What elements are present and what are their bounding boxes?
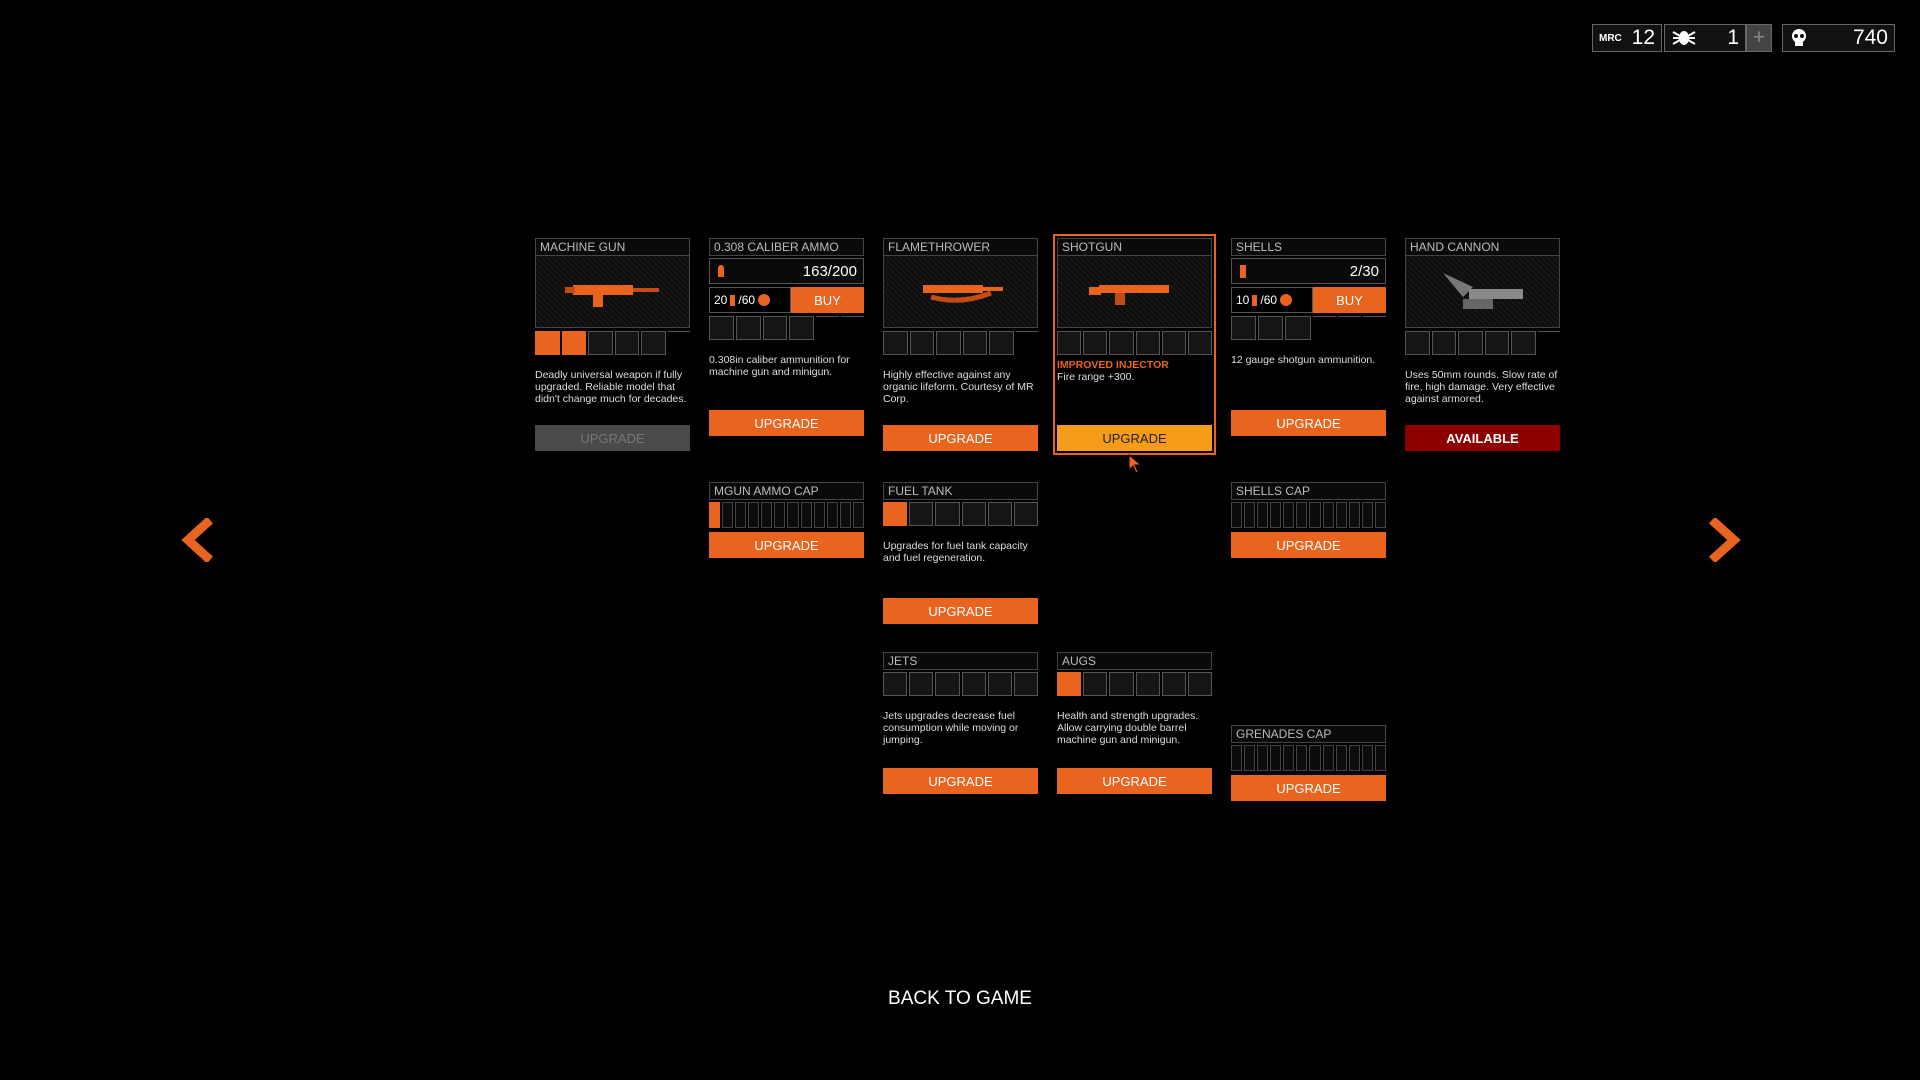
buy-quantity: 10 bbox=[1236, 293, 1250, 307]
capacity-cell bbox=[1270, 502, 1281, 528]
available-button[interactable]: AVAILABLE bbox=[1405, 425, 1560, 451]
capacity-cell bbox=[722, 502, 733, 528]
upgrade-effect: Fire range +300. bbox=[1057, 371, 1135, 383]
card-title: 0.308 CALIBER AMMO bbox=[709, 238, 864, 256]
ammo-count-row bbox=[709, 258, 864, 284]
capacity-cell bbox=[1270, 745, 1281, 771]
capacity-cell bbox=[1336, 745, 1347, 771]
empty-slot bbox=[1538, 331, 1561, 337]
machine-gun-icon bbox=[563, 275, 663, 309]
upgrade-slot[interactable] bbox=[641, 331, 666, 355]
upgrade-slot[interactable] bbox=[1162, 331, 1186, 355]
capacity-cell bbox=[1296, 502, 1307, 528]
upgrade-slot[interactable] bbox=[1432, 331, 1457, 355]
upgrade-slot[interactable] bbox=[1083, 331, 1107, 355]
upgrade-name: IMPROVED INJECTOR bbox=[1057, 359, 1169, 371]
shells-card bbox=[1231, 238, 1386, 436]
buy-price: /60 bbox=[738, 293, 756, 307]
card-description: Uses 50mm rounds. Slow rate of fire, high damage. Very effective against armored. bbox=[1405, 369, 1558, 405]
mgun-ammo-cap-card bbox=[709, 482, 864, 558]
upgrade-slots bbox=[1231, 316, 1386, 340]
upgrade-slot[interactable] bbox=[1188, 672, 1212, 696]
add-bug-button[interactable] bbox=[1746, 24, 1772, 52]
upgrade-slot[interactable] bbox=[615, 331, 640, 355]
upgrade-slot[interactable] bbox=[935, 672, 959, 696]
capacity-cell bbox=[1283, 745, 1294, 771]
upgrade-slot[interactable] bbox=[1188, 331, 1212, 355]
upgrade-slot[interactable] bbox=[883, 502, 907, 526]
upgrade-slot[interactable] bbox=[1014, 502, 1038, 526]
card-description: Highly effective against any organic lifeform. Courtesy of MR Corp. bbox=[883, 369, 1034, 405]
card-description: Upgrades for fuel tank capacity and fuel regeneration. bbox=[883, 540, 1028, 564]
upgrade-button[interactable]: UPGRADE bbox=[883, 768, 1038, 794]
capacity-cell bbox=[735, 502, 746, 528]
upgrade-slot[interactable] bbox=[1258, 316, 1283, 340]
capacity-cell bbox=[1349, 745, 1360, 771]
card-title: MACHINE GUN bbox=[535, 238, 690, 256]
buy-button[interactable]: BUY bbox=[791, 287, 864, 313]
buy-row bbox=[709, 287, 864, 313]
flamethrower-preview bbox=[883, 256, 1038, 328]
shotgun-icon bbox=[1085, 275, 1185, 309]
upgrade-button[interactable]: UPGRADE bbox=[709, 532, 864, 558]
upgrade-slot[interactable] bbox=[588, 331, 613, 355]
empty-slot bbox=[841, 316, 864, 322]
card-description: Health and strength upgrades. Allow carrying double barrel machine gun and minigun. bbox=[1057, 710, 1199, 746]
capacity-bar bbox=[1231, 745, 1386, 771]
capacity-cell bbox=[1309, 745, 1320, 771]
mrc-value: 12 bbox=[1631, 26, 1655, 49]
upgrade-button[interactable]: UPGRADE bbox=[883, 425, 1038, 451]
shells-cap-card bbox=[1231, 482, 1386, 558]
flamethrower-icon bbox=[911, 275, 1011, 309]
upgrade-button[interactable]: UPGRADE bbox=[709, 410, 864, 436]
capacity-cell bbox=[1231, 745, 1242, 771]
kills-value: 740 bbox=[1852, 26, 1888, 49]
capacity-cell bbox=[814, 502, 825, 528]
buy-row bbox=[1231, 287, 1386, 313]
hand-cannon-preview bbox=[1405, 256, 1560, 328]
upgrade-slot[interactable] bbox=[909, 502, 933, 526]
shotgun-card bbox=[1057, 238, 1212, 451]
upgrade-slot[interactable] bbox=[736, 316, 761, 340]
ammo-308-card bbox=[709, 238, 864, 436]
upgrade-slot[interactable] bbox=[1511, 331, 1536, 355]
capacity-cell bbox=[1296, 745, 1307, 771]
upgrade-slot[interactable] bbox=[789, 316, 814, 340]
capacity-cell bbox=[1362, 745, 1373, 771]
card-description: Deadly universal weapon if fully upgraded. Reliable model that didn't change much for decades. bbox=[535, 369, 687, 405]
capacity-bar bbox=[1231, 502, 1386, 528]
upgrade-slot[interactable] bbox=[962, 672, 986, 696]
mouse-cursor-icon bbox=[1128, 454, 1144, 474]
shotgun-preview bbox=[1057, 256, 1212, 328]
upgrade-slots bbox=[883, 502, 1038, 526]
grenades-cap-card bbox=[1231, 725, 1386, 801]
buy-button[interactable]: BUY bbox=[1313, 287, 1386, 313]
next-page-arrow[interactable] bbox=[1704, 518, 1744, 567]
kills-counter bbox=[1782, 24, 1895, 52]
capacity-cell bbox=[774, 502, 785, 528]
upgrade-slot[interactable] bbox=[989, 331, 1014, 355]
card-title: FUEL TANK bbox=[883, 482, 1038, 500]
skull-icon bbox=[758, 294, 770, 306]
ammo-count-row bbox=[1231, 258, 1386, 284]
capacity-cell bbox=[840, 502, 851, 528]
card-description: 0.308in caliber ammunition for machine gun and minigun. bbox=[709, 354, 850, 378]
upgrade-slot[interactable] bbox=[988, 672, 1012, 696]
buy-info bbox=[1231, 287, 1313, 313]
upgrade-slot[interactable] bbox=[1136, 331, 1160, 355]
jets-card bbox=[883, 652, 1038, 794]
upgrade-slot[interactable] bbox=[1405, 331, 1430, 355]
skull-icon bbox=[1789, 28, 1809, 48]
fuel-tank-card bbox=[883, 482, 1038, 624]
upgrade-slot[interactable] bbox=[1109, 331, 1133, 355]
card-title: AUGS bbox=[1057, 652, 1212, 670]
capacity-cell bbox=[827, 502, 838, 528]
empty-slot bbox=[1016, 331, 1039, 337]
chevron-left-icon bbox=[178, 518, 218, 562]
capacity-cell bbox=[787, 502, 798, 528]
capacity-cell bbox=[853, 502, 864, 528]
bug-counter bbox=[1664, 24, 1746, 52]
capacity-cell bbox=[709, 502, 720, 528]
upgrade-button[interactable]: UPGRADE bbox=[535, 425, 690, 451]
capacity-cell bbox=[1283, 502, 1294, 528]
upgrade-button[interactable]: UPGRADE bbox=[1231, 775, 1386, 801]
flamethrower-card bbox=[883, 238, 1038, 451]
upgrade-slots bbox=[883, 672, 1038, 696]
capacity-cell bbox=[1349, 502, 1360, 528]
capacity-cell bbox=[1231, 502, 1242, 528]
buy-quantity: 20 bbox=[714, 293, 728, 307]
hand-cannon-card bbox=[1405, 238, 1560, 451]
upgrade-slot[interactable] bbox=[562, 331, 587, 355]
augs-card bbox=[1057, 652, 1212, 794]
upgrade-slot[interactable] bbox=[1285, 316, 1310, 340]
back-to-game-button[interactable]: BACK TO GAME bbox=[888, 988, 1032, 1009]
upgrade-slot[interactable] bbox=[1485, 331, 1510, 355]
hand-cannon-icon bbox=[1433, 267, 1533, 317]
upgrade-slot[interactable] bbox=[1458, 331, 1483, 355]
mrc-counter bbox=[1592, 24, 1662, 52]
upgrade-button[interactable]: UPGRADE bbox=[1231, 532, 1386, 558]
card-title: GRENADES CAP bbox=[1231, 725, 1386, 743]
card-title: FLAMETHROWER bbox=[883, 238, 1038, 256]
upgrade-slots bbox=[1405, 331, 1560, 355]
skull-icon bbox=[1280, 294, 1292, 306]
upgrade-slot[interactable] bbox=[936, 331, 961, 355]
upgrade-slots bbox=[883, 331, 1038, 355]
ammo-count: 2/30 bbox=[1349, 262, 1379, 280]
capacity-cell bbox=[1323, 502, 1334, 528]
card-description bbox=[1057, 359, 1212, 425]
ammo-count: 163/200 bbox=[802, 262, 857, 280]
capacity-cell bbox=[1244, 745, 1255, 771]
empty-slot bbox=[1363, 316, 1386, 322]
card-description: 12 gauge shotgun ammunition. bbox=[1231, 354, 1376, 366]
upgrade-slot[interactable] bbox=[988, 502, 1012, 526]
card-title: SHELLS bbox=[1231, 238, 1386, 256]
mrc-icon: MRC bbox=[1599, 32, 1622, 44]
buy-info bbox=[709, 287, 791, 313]
bullet-icon bbox=[730, 295, 735, 306]
upgrade-slot[interactable] bbox=[909, 672, 933, 696]
machine-gun-card bbox=[535, 238, 690, 451]
upgrade-slots bbox=[1057, 331, 1212, 355]
card-title: SHOTGUN bbox=[1057, 238, 1212, 256]
upgrade-button[interactable]: UPGRADE bbox=[1057, 768, 1212, 794]
shell-icon bbox=[1240, 265, 1246, 278]
prev-page-arrow[interactable] bbox=[178, 518, 218, 567]
capacity-cell bbox=[1309, 502, 1320, 528]
upgrade-slot[interactable] bbox=[910, 331, 935, 355]
capacity-cell bbox=[761, 502, 772, 528]
plus-label: + bbox=[1752, 26, 1766, 49]
upgrade-slot[interactable] bbox=[1057, 672, 1081, 696]
capacity-cell bbox=[748, 502, 759, 528]
chevron-right-icon bbox=[1704, 518, 1744, 562]
upgrade-slots bbox=[709, 316, 864, 340]
upgrade-slots bbox=[535, 331, 690, 355]
upgrade-slot[interactable] bbox=[1083, 672, 1107, 696]
card-title: SHELLS CAP bbox=[1231, 482, 1386, 500]
bug-icon bbox=[1671, 28, 1697, 48]
capacity-cell bbox=[1257, 502, 1268, 528]
capacity-cell bbox=[1375, 502, 1386, 528]
upgrade-slot[interactable] bbox=[962, 502, 986, 526]
upgrade-slot[interactable] bbox=[963, 331, 988, 355]
card-title: HAND CANNON bbox=[1405, 238, 1560, 256]
empty-slot bbox=[1313, 316, 1336, 322]
upgrade-slot[interactable] bbox=[883, 331, 908, 355]
upgrade-slots bbox=[1057, 672, 1212, 696]
capacity-cell bbox=[1375, 745, 1386, 771]
upgrade-button[interactable]: UPGRADE bbox=[1231, 410, 1386, 436]
upgrade-slot[interactable] bbox=[535, 331, 560, 355]
upgrade-slot[interactable] bbox=[1231, 316, 1256, 340]
capacity-cell bbox=[1323, 745, 1334, 771]
capacity-cell bbox=[1257, 745, 1268, 771]
upgrade-button[interactable]: UPGRADE bbox=[883, 598, 1038, 624]
upgrade-slot[interactable] bbox=[935, 502, 959, 526]
shell-icon bbox=[1252, 295, 1257, 306]
capacity-cell bbox=[801, 502, 812, 528]
capacity-cell bbox=[1244, 502, 1255, 528]
card-title: JETS bbox=[883, 652, 1038, 670]
upgrade-slot[interactable] bbox=[709, 316, 734, 340]
upgrade-slot[interactable] bbox=[883, 672, 907, 696]
upgrade-slot[interactable] bbox=[1136, 672, 1160, 696]
capacity-bar bbox=[709, 502, 864, 528]
empty-slot bbox=[1338, 316, 1361, 322]
capacity-cell bbox=[1362, 502, 1373, 528]
bug-value: 1 bbox=[1727, 26, 1739, 49]
card-title: MGUN AMMO CAP bbox=[709, 482, 864, 500]
buy-price: /60 bbox=[1260, 293, 1278, 307]
bullet-icon bbox=[718, 265, 724, 277]
capacity-cell bbox=[1336, 502, 1347, 528]
machine-gun-preview bbox=[535, 256, 690, 328]
upgrade-slot[interactable] bbox=[1162, 672, 1186, 696]
upgrade-button[interactable]: UPGRADE bbox=[1057, 425, 1212, 451]
upgrade-slot[interactable] bbox=[1109, 672, 1133, 696]
upgrade-slot[interactable] bbox=[1057, 331, 1081, 355]
upgrade-slot[interactable] bbox=[1014, 672, 1038, 696]
upgrade-slot[interactable] bbox=[763, 316, 788, 340]
empty-slot bbox=[668, 331, 691, 337]
card-description: Jets upgrades decrease fuel consumption while moving or jumping. bbox=[883, 710, 1019, 746]
empty-slot bbox=[816, 316, 839, 322]
